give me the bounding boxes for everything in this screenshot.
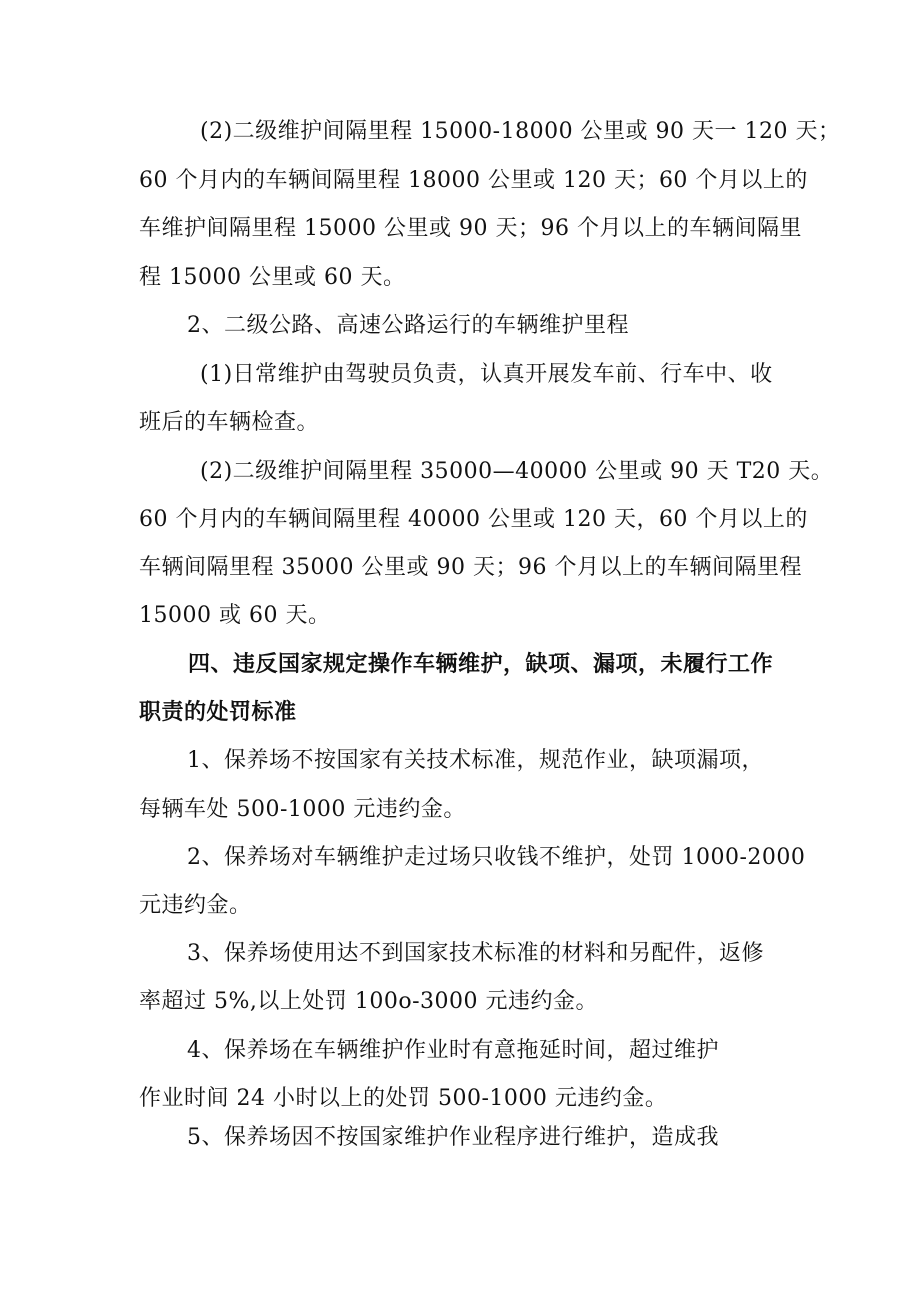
- paragraph-line: 班后的车辆检查。: [139, 410, 320, 435]
- section-heading: 四、违反国家规定操作车辆维护，缺项、漏项，未履行工作: [188, 652, 774, 677]
- paragraph-line: (1)日常维护由驾驶员负责，认真开展发车前、行车中、收: [200, 362, 773, 387]
- paragraph-line: 3、保养场使用达不到国家技术标准的材料和另配件，返修: [187, 941, 764, 966]
- paragraph-line: 每辆车处 500-1000 元违约金。: [139, 797, 466, 822]
- paragraph-line: 5、保养场因不按国家维护作业程序进行维护，造成我: [187, 1125, 719, 1150]
- paragraph-line: 4、保养场在车辆维护作业时有意拖延时间，超过维护: [187, 1038, 719, 1063]
- paragraph-line: 车辆间隔里程 35000 公里或 90 天；96 个月以上的车辆间隔里程: [139, 555, 802, 580]
- paragraph-line: 1、保养场不按国家有关技术标准，规范作业，缺项漏项，: [187, 748, 764, 773]
- paragraph-line: (2)二级维护间隔里程 35000—40000 公里或 90 天 T20 天。: [200, 459, 834, 484]
- paragraph-line: 15000 或 60 天。: [139, 603, 331, 628]
- paragraph-line: 作业时间 24 小时以上的处罚 500-1000 元违约金。: [139, 1086, 668, 1111]
- paragraph-line: (2)二级维护间隔里程 15000-18000 公里或 90 天一 120 天；: [200, 119, 841, 144]
- paragraph-line: 60 个月内的车辆间隔里程 40000 公里或 120 天，60 个月以上的: [139, 507, 808, 532]
- paragraph-line: 元违约金。: [139, 893, 252, 918]
- paragraph-line: 车维护间隔里程 15000 公里或 90 天；96 个月以上的车辆间隔里: [139, 216, 802, 241]
- paragraph-line: 60 个月内的车辆间隔里程 18000 公里或 120 天；60 个月以上的: [139, 168, 808, 193]
- paragraph-line: 程 15000 公里或 60 天。: [139, 265, 406, 290]
- paragraph-line: 率超过 5%,以上处罚 100o-3000 元违约金。: [139, 989, 599, 1014]
- paragraph-line: 2、二级公路、高速公路运行的车辆维护里程: [187, 313, 629, 338]
- section-heading: 职责的处罚标准: [139, 700, 297, 725]
- paragraph-line: 2、保养场对车辆维护走过场只收钱不维护，处罚 1000-2000: [187, 845, 806, 870]
